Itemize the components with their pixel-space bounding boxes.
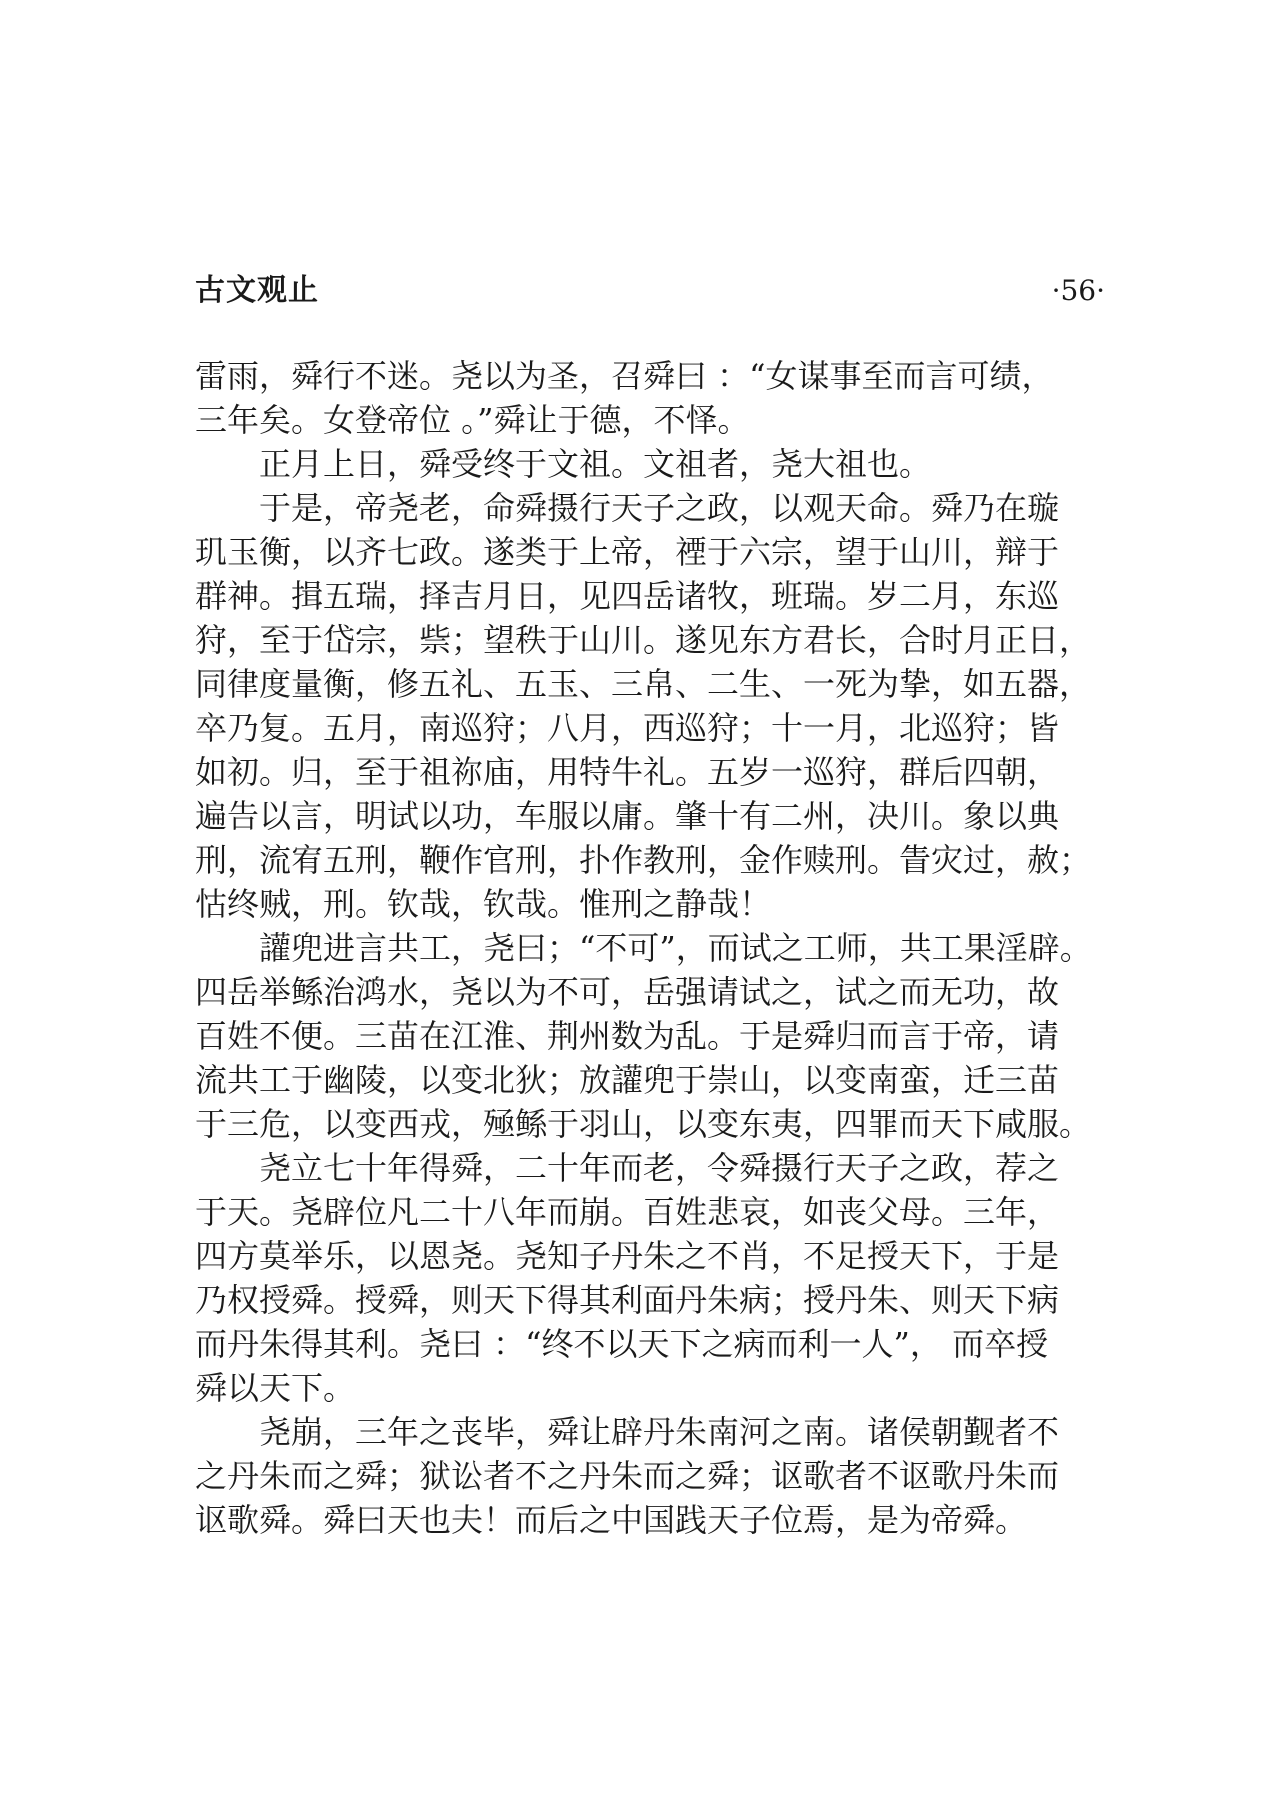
text-line: 雷雨，舜行不迷。尧以为圣，召舜曰 ：“女谋事至而言可绩， — [195, 357, 1054, 395]
text-line: 乃权授舜。授舜，则天下得其利面丹朱病；授丹朱、则天下病 — [195, 1281, 1060, 1319]
text-line: 流共工于幽陵，以变北狄；放讙兜于崇山，以变南蛮，迁三苗 — [195, 1061, 1060, 1099]
text-line: 尧立七十年得舜，二十年而老，令舜摄行天子之政，荐之 — [259, 1149, 1060, 1187]
text-line: 百姓不便。三苗在江淮、荆州数为乱。于是舜归而言于帝，请 — [195, 1017, 1060, 1055]
text-line: 刑，流宥五刑，鞭作官刑，扑作教刑，金作赎刑。眚灾过，赦； — [195, 841, 1092, 879]
text-line: 卒乃复。五月，南巡狩；八月，西巡狩；十一月，北巡狩；皆 — [195, 709, 1060, 747]
text-line: 于天。尧辟位凡二十八年而崩。百姓悲哀，如丧父母。三年， — [195, 1193, 1060, 1231]
book-title: 古文观止 — [195, 273, 319, 308]
page-header — [195, 268, 1105, 314]
text-line: 舜以天下。 — [195, 1369, 356, 1407]
text-line: 四方莫举乐，以恩尧。尧知子丹朱之不肖，不足授天下，于是 — [195, 1237, 1060, 1275]
text-line: 于是，帝尧老，命舜摄行天子之政，以观天命。舜乃在璇 — [259, 489, 1060, 527]
body-text — [195, 354, 1115, 1542]
text-line: 讙兜进言共工，尧曰；“不可”，而试之工师，共工果淫辟。 — [259, 929, 1092, 967]
text-line: 玑玉衡，以齐七政。遂类于上帝，禋于六宗，望于山川，辩于 — [195, 533, 1060, 571]
text-line: 群神。揖五瑞，择吉月日，见四岳诸牧，班瑞。岁二月，东巡 — [195, 577, 1060, 615]
page-number: ·56· — [1051, 274, 1105, 307]
text-line: 而丹朱得其利。尧曰 ：“终不以天下之病而利一人”， 而卒授 — [195, 1325, 1049, 1363]
text-line: 如初。归，至于祖祢庙，用特牛礼。五岁一巡狩，群后四朝， — [195, 753, 1060, 791]
text-line: 怙终贼，刑。钦哉，钦哉。惟刑之静哉！ — [195, 885, 772, 923]
text-line: 四岳举鲧治鸿水，尧以为不可，岳强请试之，试之而无功，故 — [195, 973, 1060, 1011]
text-line: 正月上日，舜受终于文祖。文祖者，尧大祖也。 — [259, 445, 932, 483]
text-line: 同律度量衡，修五礼、五玉、三帛、二生、一死为挚，如五器， — [195, 665, 1092, 703]
text-line: 讴歌舜。舜曰天也夫！而后之中国践天子位焉，是为帝舜。 — [195, 1501, 1028, 1539]
text-line: 遍告以言，明试以功，车服以庸。肇十有二州，决川。象以典 — [195, 797, 1060, 835]
text-line: 于三危，以变西戎，殛鲧于羽山，以变东夷，四罪而天下咸服。 — [195, 1105, 1092, 1143]
text-line: 之丹朱而之舜；狱讼者不之丹朱而之舜；讴歌者不讴歌丹朱而 — [195, 1457, 1060, 1495]
text-line: 狩，至于岱宗，祡；望秩于山川。遂见东方君长，合时月正日， — [195, 621, 1092, 659]
text-line: 三年矣。女登帝位 。”舜让于德，不怿。 — [195, 401, 750, 439]
text-line: 尧崩，三年之丧毕，舜让辟丹朱南河之南。诸侯朝觐者不 — [259, 1413, 1060, 1451]
